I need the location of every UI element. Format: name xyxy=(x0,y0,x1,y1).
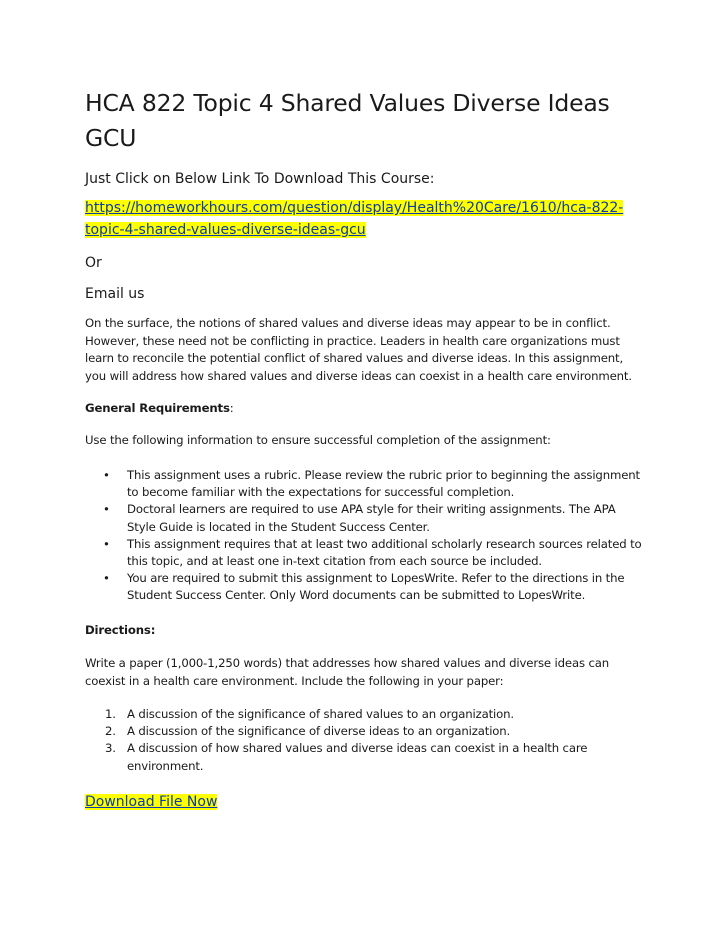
download-file-link[interactable] xyxy=(85,791,217,813)
bullet-icon: • xyxy=(103,536,110,551)
general-requirements-colon: : xyxy=(229,401,234,415)
direction-text: A discussion of the significance of diverse ideas to an organization. xyxy=(127,724,511,739)
direction-text: A discussion of the significance of shared values to an organization. xyxy=(127,707,514,721)
or-text: Or xyxy=(85,255,102,271)
course-link-line-1[interactable]: https://homeworkhours.com/question/display/Health%20Care/1610/hca-822- xyxy=(85,200,624,216)
list-item xyxy=(85,706,645,723)
document-title: HCA 822 Topic 4 Shared Values Diverse Ideas GCU xyxy=(85,89,610,152)
list-number: 2. xyxy=(105,724,116,739)
email-text: Email us xyxy=(85,286,145,302)
list-item xyxy=(85,467,645,501)
general-intro: Use the following information to ensure successful completion of the assignment: xyxy=(85,433,551,447)
requirement-text: Doctoral learners are required to use APA style for their writing assignments. The APA Style Guide is located in the Student Success Center. xyxy=(127,502,616,534)
list-item xyxy=(85,740,645,774)
intro-paragraph: On the surface, the notions of shared values and diverse ideas may appear to be in conflict. However, these need not be conflicting in practice. Leaders in health care organizations must learn to reconcile the potential conflict of shared values and diverse ideas. In this assignment, you will address how shared values and diverse ideas can coexist in a health care environment. xyxy=(85,316,632,383)
directions-heading: Directions: xyxy=(85,623,156,637)
course-link[interactable] xyxy=(85,197,645,241)
list-item xyxy=(85,536,645,570)
list-number: 1. xyxy=(105,707,116,721)
download-intro: Just Click on Below Link To Download This Course: xyxy=(85,171,435,187)
bullet-icon: • xyxy=(103,571,110,586)
direction-text: A discussion of how shared values and diverse ideas can coexist in a health care environment. xyxy=(127,741,588,773)
general-requirements-heading xyxy=(85,400,645,418)
directions-intro: Write a paper (1,000-1,250 words) that addresses how shared values and diverse ideas can coexist in a health care environment. Include the following in your paper: xyxy=(85,656,610,688)
download-file-label[interactable]: Download File Now xyxy=(85,794,218,810)
course-link-line-2[interactable]: topic-4-shared-values-diverse-ideas-gcu xyxy=(85,222,366,238)
bullet-icon: • xyxy=(103,502,110,517)
requirement-text: This assignment uses a rubric. Please review the rubric prior to beginning the assignment to become familiar with the expectations for successful completion. xyxy=(127,468,640,500)
requirement-text: This assignment requires that at least two additional scholarly research sources related to this topic, and at least one in-text citation from each source be included. xyxy=(127,536,642,569)
bullet-icon: • xyxy=(103,468,110,482)
directions-list xyxy=(85,706,645,775)
requirement-text: You are required to submit this assignment to LopesWrite. Refer to the directions in the Student Success Center. Only Word documents can be submitted to LopesWrite. xyxy=(127,571,625,603)
list-item xyxy=(85,570,645,604)
list-item xyxy=(85,723,645,740)
list-item xyxy=(85,501,645,535)
general-requirements-label: General Requirements xyxy=(85,401,230,415)
list-number: 3. xyxy=(105,741,116,756)
requirements-list xyxy=(85,467,645,605)
